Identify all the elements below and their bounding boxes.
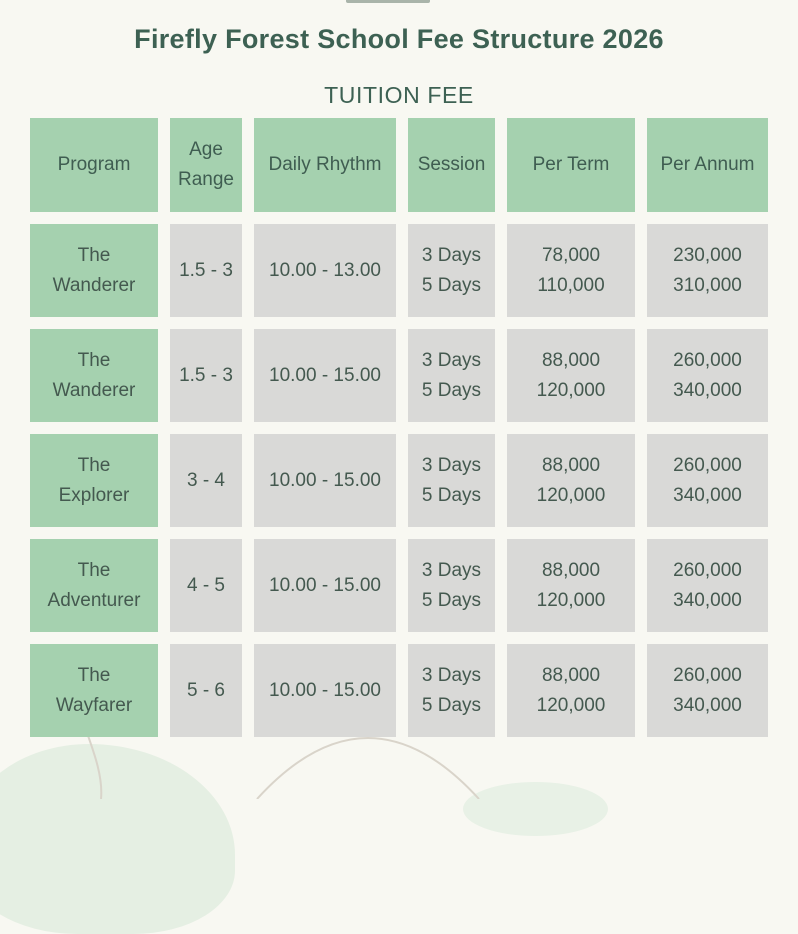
session-cell [408,644,495,737]
per-term-cell [507,539,635,632]
per-term-cell [507,434,635,527]
session-option: 5 Days [421,274,482,296]
program-line: Explorer [58,484,130,506]
per-term-value: 78,000 [541,244,601,266]
per-term-value: 88,000 [541,664,601,686]
program-line: The [77,664,111,686]
program-line: Adventurer [47,589,141,611]
per-term-cell [507,224,635,317]
per-annum-value: 340,000 [673,694,742,716]
session-option: 5 Days [421,589,482,611]
per-term-value: 120,000 [536,484,606,506]
per-annum-value: 260,000 [673,349,742,371]
per-term-value: 120,000 [536,379,606,401]
per-term-value: 120,000 [536,589,606,611]
column-header-age-range: Age Range [170,118,242,212]
program-line: The [77,244,111,266]
per-term-cell [507,329,635,422]
session-cell [408,434,495,527]
per-term-value: 120,000 [536,694,606,716]
per-annum-value: 260,000 [673,559,742,581]
per-term-value: 88,000 [541,349,601,371]
program-cell [30,539,158,632]
per-annum-value: 340,000 [673,484,742,506]
per-annum-value: 260,000 [673,664,742,686]
session-option: 5 Days [421,379,482,401]
section-subtitle: TUITION FEE [324,82,474,108]
daily-rhythm-cell: 10.00 - 15.00 [254,434,396,527]
program-cell [30,224,158,317]
age-range-cell: 5 - 6 [170,644,242,737]
session-cell [408,329,495,422]
age-range-cell: 3 - 4 [170,434,242,527]
column-header-daily-rhythm: Daily Rhythm [254,118,396,212]
program-cell [30,434,158,527]
per-annum-value: 230,000 [673,244,742,266]
program-line: Wanderer [52,379,136,401]
column-header-per-annum: Per Annum [647,118,768,212]
per-annum-cell [647,539,768,632]
age-range-cell: 4 - 5 [170,539,242,632]
program-line: Wanderer [52,274,136,296]
session-option: 3 Days [421,244,482,266]
daily-rhythm-cell: 10.00 - 13.00 [254,224,396,317]
per-annum-value: 340,000 [673,589,742,611]
daily-rhythm-cell: 10.00 - 15.00 [254,539,396,632]
age-range-cell: 1.5 - 3 [170,224,242,317]
session-option: 5 Days [421,484,482,506]
column-header-program: Program [30,118,158,212]
per-annum-cell [647,329,768,422]
session-option: 5 Days [421,694,482,716]
program-cell [30,644,158,737]
daily-rhythm-cell: 10.00 - 15.00 [254,329,396,422]
age-range-cell: 1.5 - 3 [170,329,242,422]
per-annum-value: 340,000 [673,379,742,401]
daily-rhythm-cell: 10.00 - 15.00 [254,644,396,737]
program-line: The [77,454,111,476]
session-cell [408,539,495,632]
per-term-value: 110,000 [537,274,605,296]
per-term-value: 88,000 [541,454,601,476]
column-header-session: Session [408,118,495,212]
column-header-per-term: Per Term [507,118,635,212]
program-cell [30,329,158,422]
per-term-value: 88,000 [541,559,601,581]
session-cell [408,224,495,317]
per-annum-value: 310,000 [673,274,742,296]
per-term-cell [507,644,635,737]
session-option: 3 Days [421,454,482,476]
session-option: 3 Days [421,559,482,581]
per-annum-cell [647,644,768,737]
program-line: The [77,349,111,371]
per-annum-cell [647,224,768,317]
program-line: The [77,559,111,581]
page-title: Firefly Forest School Fee Structure 2026 [134,24,664,54]
tuition-fee-table [30,118,768,737]
per-annum-cell [647,434,768,527]
session-option: 3 Days [421,349,482,371]
program-line: Wayfarer [55,694,133,716]
session-option: 3 Days [421,664,482,686]
logo-cutoff-sliver [346,0,430,3]
per-annum-value: 260,000 [673,454,742,476]
